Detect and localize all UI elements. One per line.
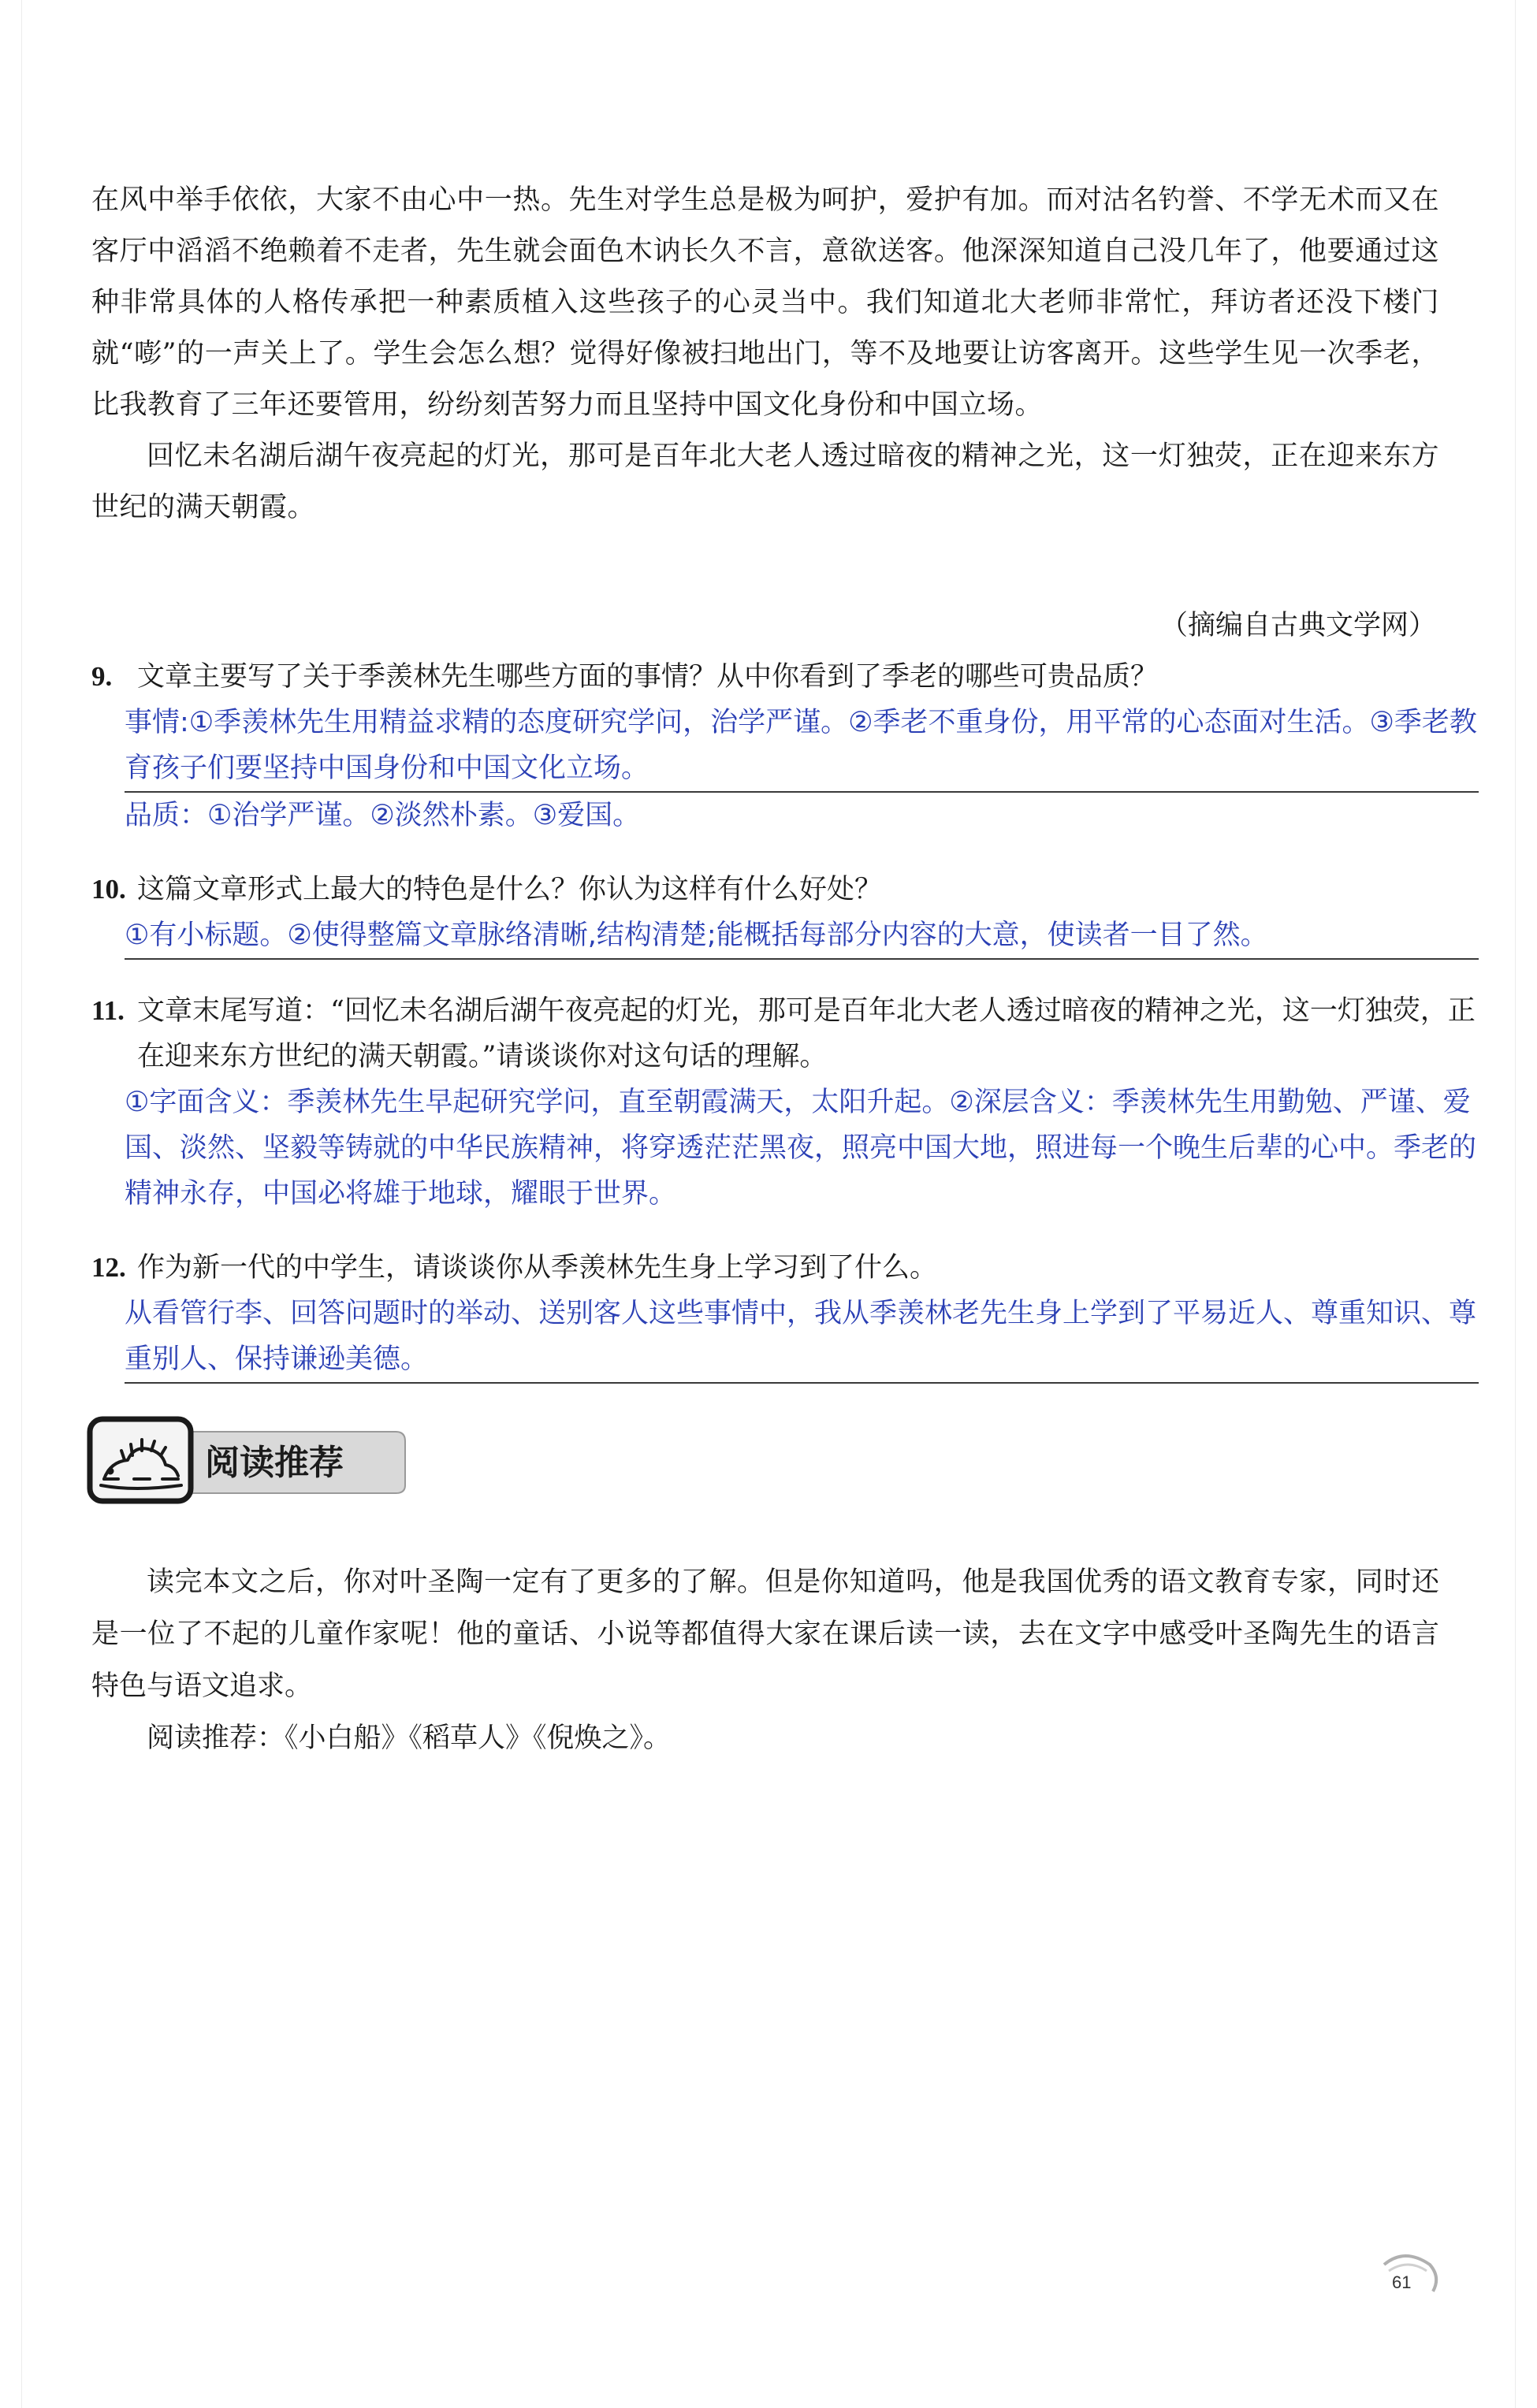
question-12 [91, 1245, 1479, 1384]
answer-text [125, 912, 1479, 960]
recommendation-paragraph: 读完本文之后，你对叶圣陶一定有了更多的了解。但是你知道吗，他是我国优秀的语文教育专家，同时还是一位了不起的儿童作家呢！他的童话、小说等都值得大家在课后读一读，去在文字中感受叶圣陶先生的语言特色与语文追求。 [91, 1566, 1439, 1702]
question-number: 10. [91, 874, 126, 905]
article-body [91, 175, 1439, 533]
answer-line: ①有小标题。②使得整篇文章脉络清晰,结构清楚;能概括每部分内容的大意，使读者一目了然。 [125, 912, 1479, 960]
page-number [1378, 2250, 1441, 2298]
recommendation-list: 阅读推荐：《小白船》《稻草人》《倪焕之》。 [147, 1722, 672, 1754]
answer-line: ①字面含义：季羡林先生早起研究学问，直至朝霞满天，太阳升起。②深层含义：季羡林先生用勤勉、严谨、爱国、淡然、坚毅等铸就的中华民族精神，将穿透茫茫黑夜，照亮中国大地，照进每一个晚生后辈的心中。季老的精神永存，中国必将雄于地球，耀眼于世界。 [125, 1087, 1477, 1210]
answer-line: 品质：①治学严谨。②淡然朴素。③爱国。 [125, 800, 641, 831]
answer-line: 事情:①季羡林先生用精益求精的态度研究学问，治学严谨。②季老不重身份，用平常的心态面对生活。③季老教育孩子们要坚持中国身份和中国文化立场。 [125, 700, 1479, 793]
question-text: 10. 这篇文章形式上最大的特色是什么？你认为这样有什么好处？ [91, 867, 1479, 912]
question-9 [91, 654, 1479, 838]
source-citation: （摘编自古典文学网） [1159, 610, 1436, 641]
answer-line: 从看管行李、回答问题时的举动、送别客人这些事情中，我从季羡林老先生身上学到了平易近人、尊重知识、尊重别人、保持谦逊美德。 [125, 1291, 1479, 1384]
article-paragraph: 回忆未名湖后湖午夜亮起的灯光，那可是百年北大老人透过暗夜的精神之光，这一灯独荧，正在迎来东方世纪的满天朝霞。 [91, 440, 1439, 523]
reading-recommendation-header [87, 1414, 410, 1505]
question-11 [91, 988, 1479, 1217]
recommendation-body [91, 1556, 1439, 1764]
answer-text [125, 1080, 1479, 1217]
question-list [91, 654, 1479, 1412]
article-paragraph: 在风中举手依依，大家不由心中一热。先生对学生总是极为呵护，爱护有加。而对沽名钓誉、不学无术而又在客厅中滔滔不绝赖着不走者，先生就会面色木讷长久不言，意欲送客。他深深知道自己没几年了，他要通过这种非常具体的人格传承把一种素质植入这些孩子的心灵当中。我们知道北大老师非常忙，拜访者还没下楼门就“嘭”的一声关上了。学生会怎么想？觉得好像被扫地出门，等不及地要让访客离开。这些学生见一次季老，比我教育了三年还要管用，纷纷刻苦努力而且坚持中国文化身份和中国立场。 [91, 184, 1439, 421]
question-text: 12. 作为新一代的中学生，请谈谈你从季羡林先生身上学习到了什么。 [91, 1245, 1479, 1291]
question-text: 11. 文章末尾写道：“回忆未名湖后湖午夜亮起的灯光，那可是百年北大老人透过暗夜的精神之光，这一灯独荧，正在迎来东方世纪的满天朝霞。”请谈谈你对这句话的理解。 [91, 988, 1479, 1080]
question-number: 12. [91, 1252, 126, 1283]
question-10 [91, 867, 1479, 960]
question-number: 9. [91, 661, 113, 692]
section-header-graphic [87, 1414, 410, 1505]
page-number-text: 61 [1392, 2272, 1412, 2292]
question-number: 11. [91, 995, 125, 1026]
answer-text [125, 700, 1479, 838]
section-header-title: 阅读推荐 [205, 1443, 344, 1483]
question-text: 9. 文章主要写了关于季羡林先生哪些方面的事情？从中你看到了季老的哪些可贵品质？ [91, 654, 1479, 700]
answer-text [125, 1291, 1479, 1384]
